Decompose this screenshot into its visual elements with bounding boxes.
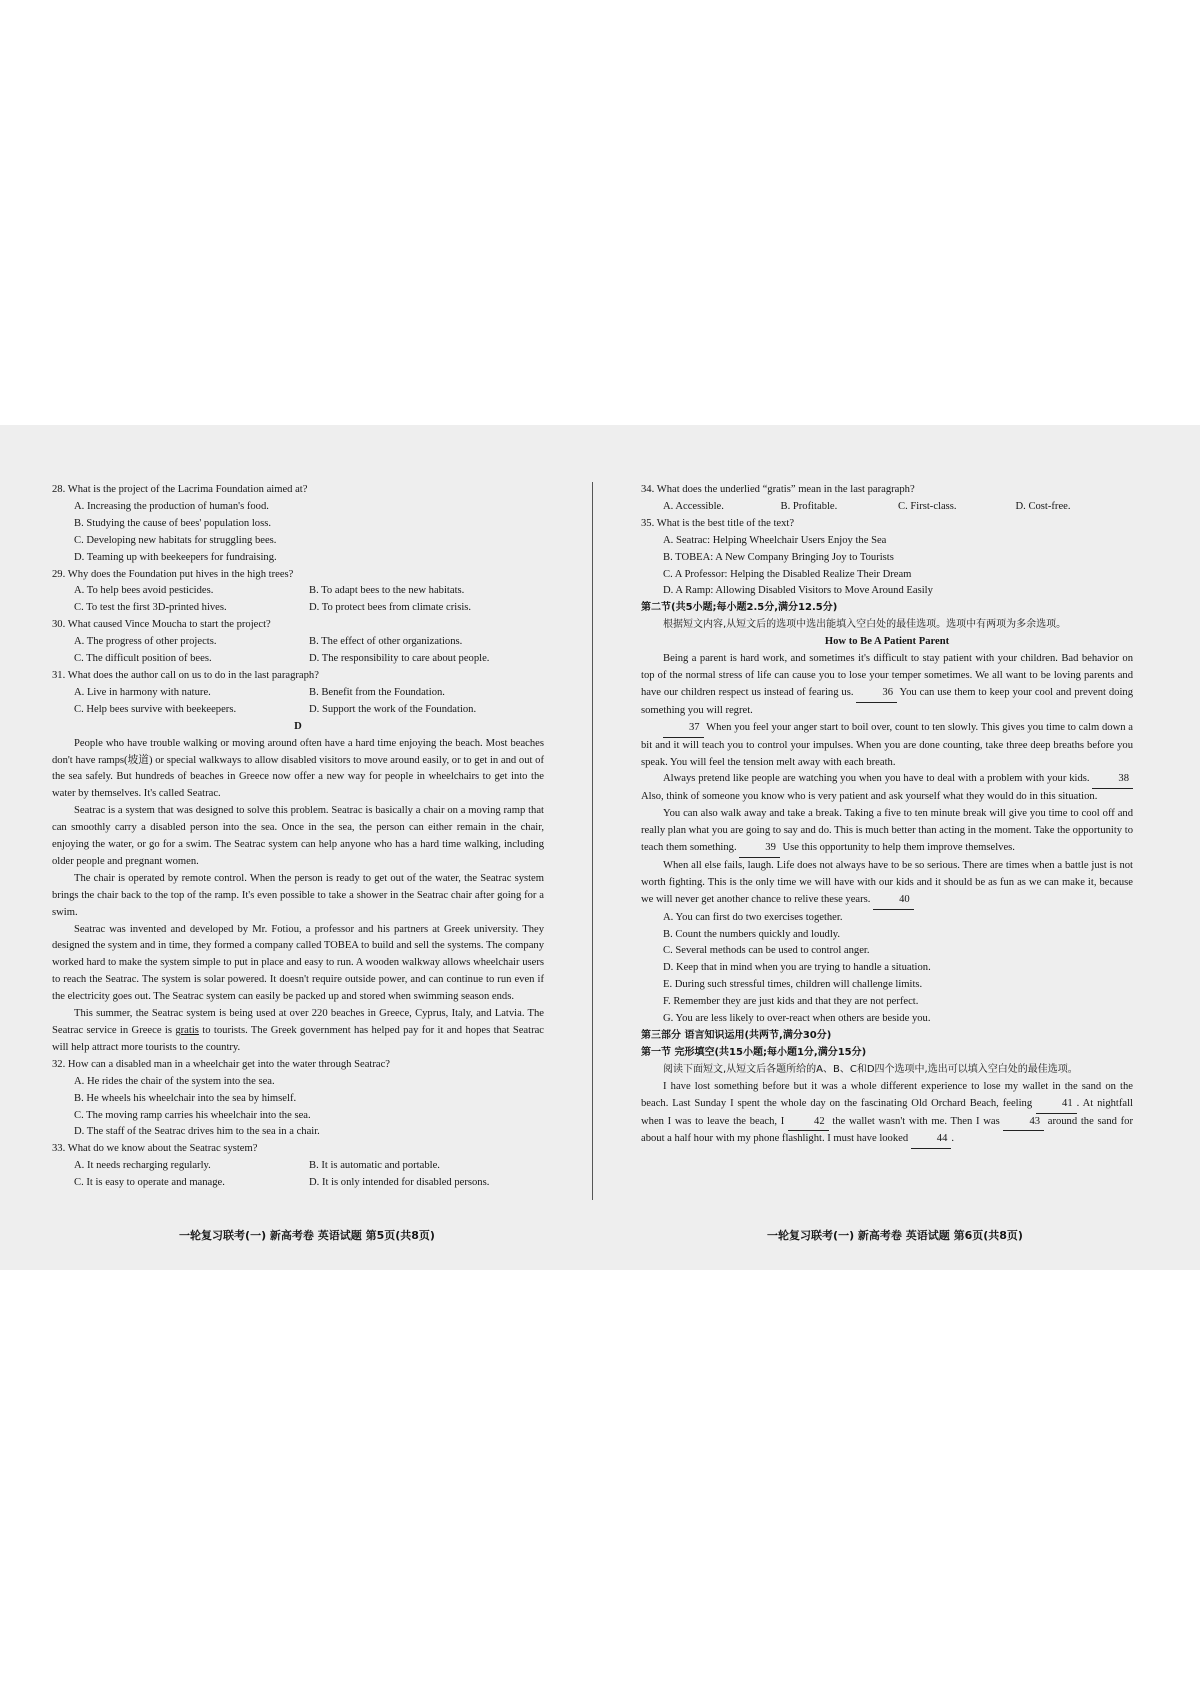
question-29: 29. Why does the Foundation put hives in the high trees? [52, 568, 294, 580]
instructions: 阅读下面短文,从短文后各题所给的A、B、C和D四个选项中,选出可以填入空白处的最佳选项。 [663, 1063, 1078, 1075]
option: C. Developing new habitats for struggling bees. [74, 534, 277, 546]
options-row [52, 685, 544, 702]
section-title: 第一节 完形填空(共15小题;每小题1分,满分15分) [641, 1046, 867, 1058]
option: C. To test the first 3D-printed hives. [74, 602, 227, 614]
option: B. He wheels his wheelchair into the sea by himself. [74, 1092, 297, 1104]
blank-43: 43 [1003, 1114, 1044, 1132]
question-30: 30. What caused Vince Moucha to start the project? [52, 619, 271, 631]
paragraph [641, 858, 1133, 910]
paragraph: Seatrac was invented and developed by Mr. Fotiou, a professor and his partners at Greek university. They designed the system and in time, they formed a company called TOBEA to build and sell the systems. The company worked hard to make the system simple to put in place and easy to run. A wooden walkway allows wheelchair users to reach the Seatrac. The system is solar powered. It doesn't require outside power, and can continue to run even if the electricity goes out. The Seatrac system can easily be packed up and stored when swimming season ends. [52, 923, 544, 1003]
text: . At nightfall when I was to leave the beach, I [641, 1097, 1133, 1127]
option: C. The difficult position of bees. [74, 653, 212, 665]
option: B. Profitable. [780, 500, 838, 512]
section-heading-d: D [294, 720, 302, 732]
options-row [52, 1175, 544, 1192]
text: When you feel your anger start to boil over, count to ten slowly. This gives you time to calm down a bit and it will teach you to control your impulses. When you are done counting, take three deep breaths before you speak. You will feel the tension melt away with each breath. [641, 721, 1133, 768]
paragraph: Seatrac is a system that was designed to solve this problem. Seatrac is basically a chair on a moving ramp that can smoothly carry a disabled person into the sea. Once in the sea, the person can either remain in the chair, enjoying the water, or go for a swim. The Seatrac system can help anyone who has a hard time walking, including older people and pregnant women. [52, 805, 544, 867]
option: A. It needs recharging regularly. [74, 1160, 211, 1172]
option: D. A Ramp: Allowing Disabled Visitors to Move Around Easily [663, 585, 933, 597]
option: E. During such stressful times, children will challenge limits. [663, 979, 923, 991]
option: B. It is automatic and portable. [309, 1160, 440, 1172]
text: You can also walk away and take a break. Taking a five to ten minute break will give you time to cool off and really plan what you are going to say and do. This is much better than acting in the moment. Take the opportunity to teach them something. [641, 808, 1133, 854]
option: A. He rides the chair of the system into the sea. [74, 1075, 275, 1087]
blank-39: 39 [739, 840, 780, 858]
text: to tourists. The Greek government has helped pay for it and hopes that Seatrac will help attract more tourists to the country. [52, 1025, 545, 1053]
blank-44: 44 [911, 1131, 952, 1149]
option: D. Teaming up with beekeepers for fundraising. [74, 551, 277, 563]
text: . [951, 1133, 955, 1145]
text: You can use them to keep your cool and prevent doing something you will regret. [641, 686, 1134, 716]
text: the wallet wasn't with me. Then I was [828, 1115, 1004, 1127]
option: B. Benefit from the Foundation. [309, 686, 445, 698]
blank-41: 41 [1036, 1096, 1077, 1114]
option: B. Studying the cause of bees' population loss. [74, 517, 271, 529]
question-31: 31. What does the author call on us to do in the last paragraph? [52, 669, 319, 681]
option: D. The responsibility to care about people. [309, 653, 490, 665]
option: C. A Professor: Helping the Disabled Realize Their Dream [663, 568, 912, 580]
text: Being a parent is hard work, and sometimes it's difficult to stay patient with your children. Bad behavior on top of the normal stress of life can cause you to lose your temper sometimes. We all want to be loving parents and have our children respect us instead of fearing us. [641, 653, 1133, 698]
section-title: 第二节(共5小题;每小题2.5分,满分12.5分) [641, 602, 838, 614]
option: B. The effect of other organizations. [309, 636, 463, 648]
question-28: 28. What is the project of the Lacrima Foundation aimed at? [52, 484, 308, 495]
option: C. The moving ramp carries his wheelchair into the sea. [74, 1109, 311, 1121]
underlined-word: gratis [175, 1025, 199, 1036]
text: Always pretend like people are watching you when you have to deal with a problem with your kids. [663, 773, 1093, 785]
paragraph [641, 720, 1133, 772]
left-page [52, 482, 544, 1192]
part-title: 第三部分 语言知识运用(共两节,满分30分) [641, 1030, 832, 1041]
blank-38: 38 [1092, 771, 1133, 789]
blank-40: 40 [873, 892, 914, 910]
options-row [52, 702, 544, 719]
option: B. To adapt bees to the new habitats. [309, 585, 465, 597]
blank-42: 42 [788, 1114, 829, 1132]
option: A. The progress of other projects. [74, 636, 217, 648]
options-row [52, 583, 544, 600]
question-35: 35. What is the best title of the text? [641, 517, 795, 529]
options-row [641, 499, 1133, 516]
option: D. Keep that in mind when you are trying to handle a situation. [663, 962, 931, 974]
paragraph [641, 771, 1133, 806]
text: Also, think of someone you know who is very patient and ask yourself what they would do in this situation. [641, 791, 1098, 803]
option: A. To help bees avoid pesticides. [74, 585, 214, 597]
option: C. Help bees survive with beekeepers. [74, 703, 237, 715]
paragraph [641, 1079, 1133, 1150]
option: C. Several methods can be used to control anger. [663, 945, 870, 957]
page-footer-left: 一轮复习联考(一) 新高考卷 英语试题 第5页(共8页) [179, 1229, 435, 1242]
option: D. The staff of the Seatrac drives him to the sea in a chair. [74, 1126, 320, 1138]
option: B. Count the numbers quickly and loudly. [663, 928, 841, 940]
question-32: 32. How can a disabled man in a wheelchair get into the water through Seatrac? [52, 1058, 390, 1070]
option: D. To protect bees from climate crisis. [309, 602, 472, 614]
option: G. You are less likely to over-react when others are beside you. [663, 1013, 931, 1025]
paragraph [52, 1006, 544, 1057]
options-row [52, 600, 544, 617]
options-row [52, 1158, 544, 1175]
text: around the sand for about a half hour with my phone flashlight. I must have looked [641, 1115, 1133, 1145]
option: D. It is only intended for disabled persons. [309, 1177, 490, 1189]
options-row [52, 634, 544, 651]
text: I have lost something before but it was a whole different experience to lose my wallet in the sand on the beach. Last Sunday I spent the whole day on the fascinating Old Orchard Beach, feeling [641, 1080, 1133, 1109]
column-divider [592, 482, 593, 1200]
options-row [52, 651, 544, 668]
option: C. It is easy to operate and manage. [74, 1177, 225, 1189]
paragraph [641, 806, 1133, 858]
paragraph: The chair is operated by remote control. When the person is ready to get out of the water, the Seatrac system brings the chair back to the top of the ramp. It's even possible to take a shower in the Seatrac chair after going for a swim. [52, 872, 544, 918]
instructions: 根据短文内容,从短文后的选项中选出能填入空白处的最佳选项。选项中有两项为多余选项。 [663, 619, 1067, 631]
option: A. Accessible. [663, 500, 724, 512]
option: C. First-class. [898, 500, 957, 512]
text: This summer, the Seatrac system is being used at over 220 beaches in Greece, Cyprus, Italy, and Latvia. The Seatrac service in Greece is [52, 1008, 544, 1036]
option: F. Remember they are just kids and that they are not perfect. [663, 996, 919, 1008]
right-page [641, 482, 1133, 1149]
text: When all else fails, laugh. Life does not always have to be so serious. There are times when a battle just is not worth fighting. This is the only time we will have with our kids and it should be as fun as we can make it, because we will never get another chance to relive these years. [641, 859, 1133, 905]
blank-37: 37 [663, 720, 704, 738]
paragraph [641, 651, 1133, 720]
question-34: 34. What does the underlied “gratis” mean in the last paragraph? [641, 484, 915, 495]
option: A. Increasing the production of human's food. [74, 500, 269, 512]
passage-title: How to Be A Patient Parent [824, 636, 950, 648]
option: A. You can first do two exercises together. [663, 911, 843, 923]
text: Use this opportunity to help them improve themselves. [779, 842, 1015, 854]
option: A. Seatrac: Helping Wheelchair Users Enjoy the Sea [663, 534, 887, 546]
paragraph: People who have trouble walking or moving around often have a hard time enjoying the beach. Most beaches don't have ramps(坡道) or special walkways to allow disabled visitors to move around easily, or to get in and out of the sea safely. But hundreds of beaches in Greece now offer a new way for people in wheelchairs to get into the water by themselves. It's called Seatrac. [52, 737, 544, 800]
question-33: 33. What do we know about the Seatrac system? [52, 1143, 258, 1155]
option: B. TOBEA: A New Company Bringing Joy to Tourists [663, 551, 894, 563]
option: D. Support the work of the Foundation. [309, 703, 477, 715]
option: D. Cost-free. [1015, 500, 1071, 512]
blank-36: 36 [856, 685, 897, 703]
option: A. Live in harmony with nature. [74, 686, 211, 698]
page-footer-right: 一轮复习联考(一) 新高考卷 英语试题 第6页(共8页) [767, 1229, 1023, 1242]
